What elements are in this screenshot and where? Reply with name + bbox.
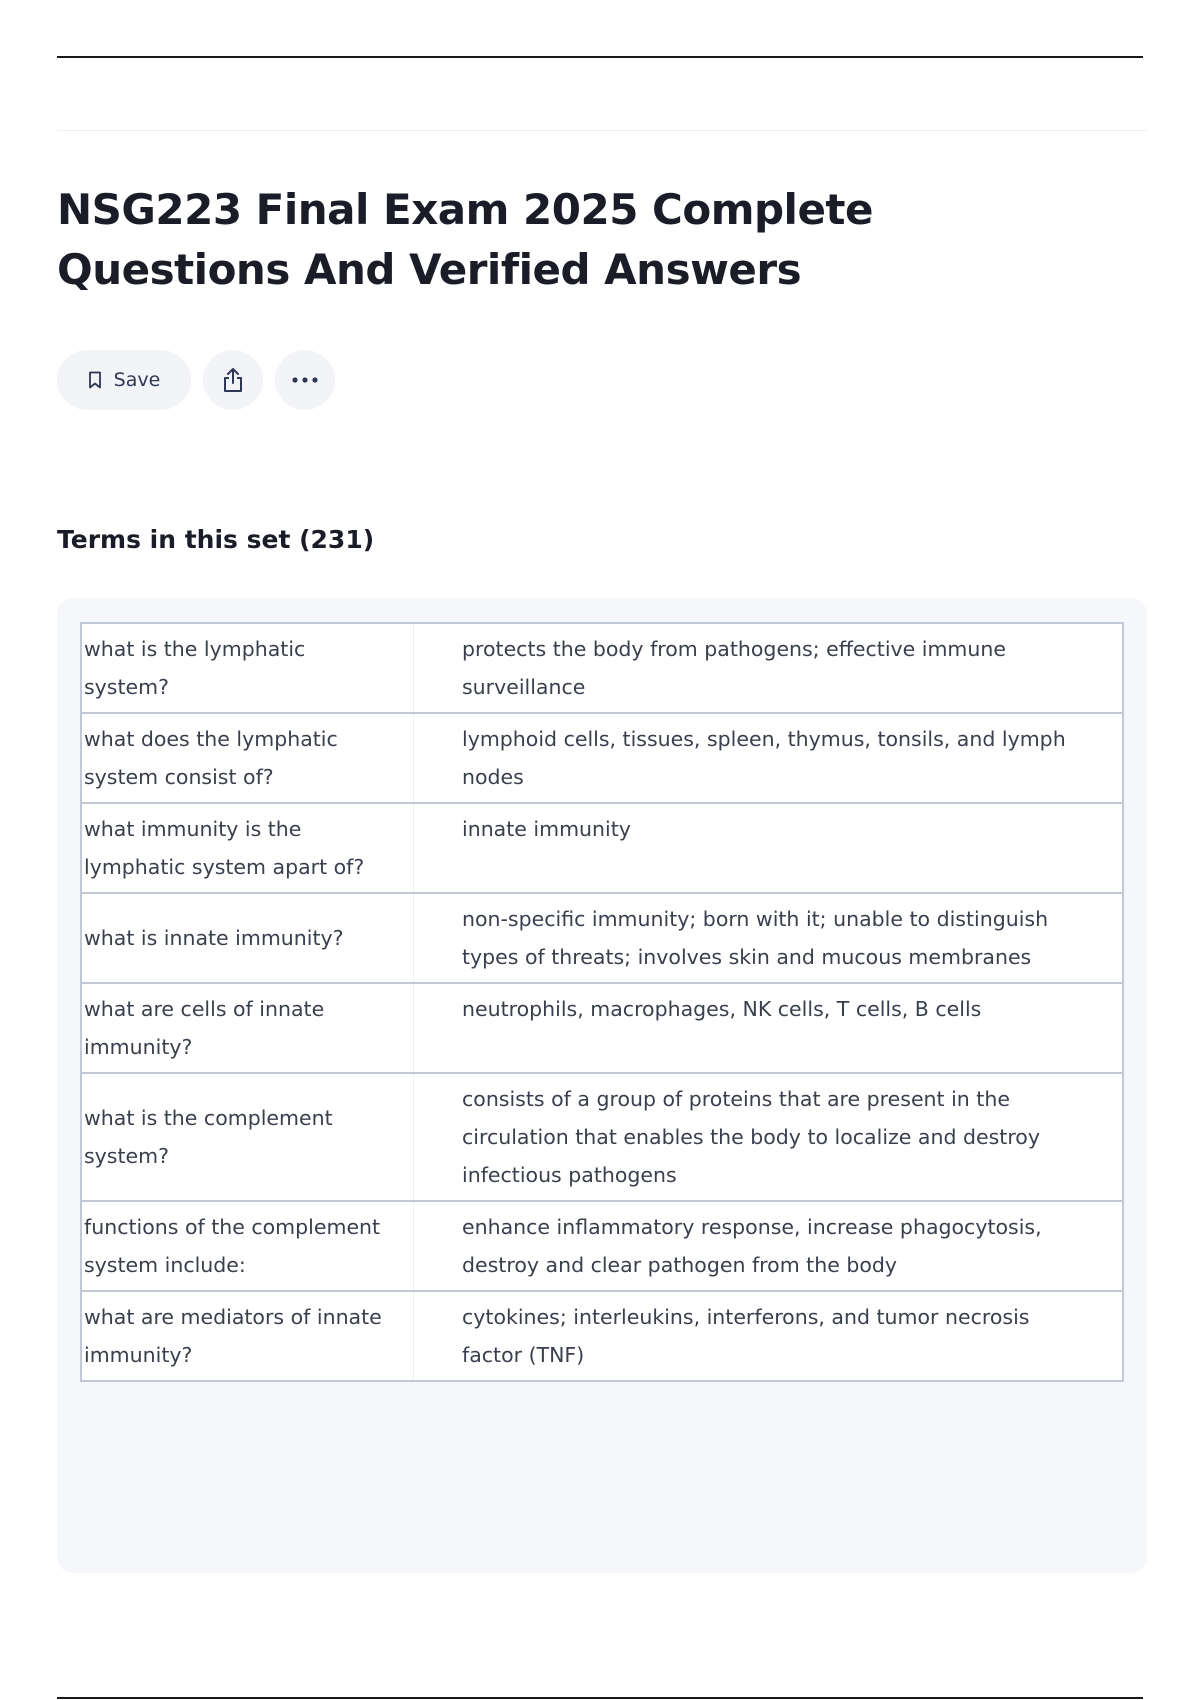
definition-cell: innate immunity: [414, 803, 1124, 893]
term-cell: what is the complement system?: [81, 1073, 414, 1201]
definition-cell: non-specific immunity; born with it; unable to distinguish types of threats; involves skin and mucous membranes: [414, 893, 1124, 983]
table-row: [81, 1073, 1123, 1201]
save-button[interactable]: [57, 350, 191, 410]
top-divider: [57, 56, 1143, 58]
header-divider: [57, 130, 1147, 131]
term-cell: what is the lymphatic system?: [81, 623, 414, 713]
term-cell: functions of the complement system include:: [81, 1201, 414, 1291]
table-row: [81, 803, 1123, 893]
definition-cell: cytokines; interleukins, interferons, and tumor necrosis factor (TNF): [414, 1291, 1124, 1381]
bottom-divider: [57, 1697, 1143, 1699]
table-row: [81, 1291, 1123, 1381]
term-cell: what are cells of innate immunity?: [81, 983, 414, 1073]
definition-cell: protects the body from pathogens; effective immune surveillance: [414, 623, 1124, 713]
table-row: [81, 1201, 1123, 1291]
save-label: Save: [113, 369, 161, 391]
more-options-button[interactable]: [275, 350, 335, 410]
term-cell: what are mediators of innate immunity?: [81, 1291, 414, 1381]
table-row: [81, 623, 1123, 713]
definition-cell: enhance inflammatory response, increase phagocytosis, destroy and clear pathogen from the body: [414, 1201, 1124, 1291]
share-button[interactable]: [203, 350, 263, 410]
term-cell: what immunity is the lymphatic system apart of?: [81, 803, 414, 893]
definition-cell: lymphoid cells, tissues, spleen, thymus, tonsils, and lymph nodes: [414, 713, 1124, 803]
bookmark-icon: [88, 371, 102, 389]
page-title: NSG223 Final Exam 2025 Complete Questions And Verified Answers: [57, 185, 873, 294]
term-cell: what is innate immunity?: [81, 893, 414, 983]
definition-cell: neutrophils, macrophages, NK cells, T cells, B cells: [414, 983, 1124, 1073]
terms-heading: Terms in this set (231): [57, 525, 375, 554]
action-bar: [57, 350, 335, 410]
definition-cell: consists of a group of proteins that are present in the circulation that enables the body to localize and destroy infectious pathogens: [414, 1073, 1124, 1201]
share-icon: [221, 366, 245, 394]
table-row: [81, 893, 1123, 983]
terms-table: [80, 622, 1124, 1382]
more-horizontal-icon: [291, 376, 319, 384]
table-row: [81, 983, 1123, 1073]
term-cell: what does the lymphatic system consist of?: [81, 713, 414, 803]
table-row: [81, 713, 1123, 803]
